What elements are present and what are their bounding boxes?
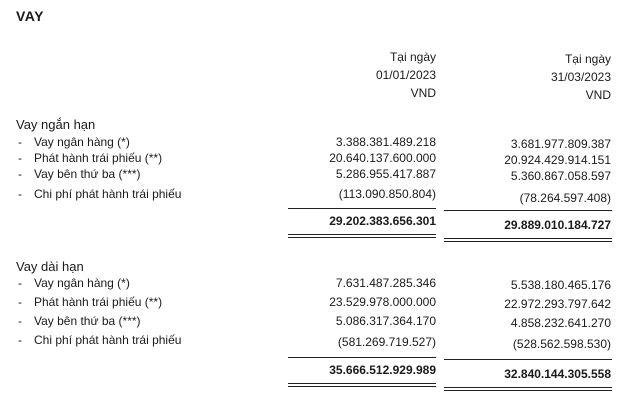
column-header-currency: VND [585, 88, 611, 102]
total-value-closing: 29.889.010.184.727 [504, 218, 611, 232]
row-label: - Vay bên thứ ba (***) [18, 167, 141, 181]
row-label: - Vay bên thứ ba (***) [18, 314, 141, 328]
column-header-date: 01/01/2023 [375, 68, 436, 82]
row-value-closing: 4.858.232.641.270 [510, 316, 611, 330]
total-double-rule [444, 241, 612, 242]
total-double-rule [444, 238, 612, 239]
column-header-date: 31/03/2023 [550, 70, 611, 84]
total-value-closing: 32.840.144.305.558 [504, 367, 611, 381]
row-value-closing: 20.924.429.914.151 [504, 153, 611, 167]
total-double-rule [288, 237, 436, 238]
total-double-rule [444, 390, 612, 391]
row-value-opening: 23.529.978.000.000 [329, 295, 436, 309]
column-header-label: Tại ngày [564, 52, 611, 66]
column-header-label: Tại ngày [389, 50, 436, 64]
row-value-opening: 5.286.955.417.887 [335, 167, 436, 181]
row-label: - Phát hành trái phiếu (**) [18, 295, 163, 309]
row-value-opening: 5.086.317.364.170 [335, 314, 436, 328]
section-heading-short-term: Vay ngắn hạn [16, 117, 96, 132]
total-double-rule [288, 386, 436, 387]
row-label: - Phát hành trái phiếu (**) [18, 151, 163, 165]
subtotal-rule [444, 210, 612, 211]
row-label: - Vay ngân hàng (*) [18, 276, 130, 290]
subtotal-rule [288, 357, 436, 358]
column-header-currency: VND [410, 86, 436, 100]
row-value-closing: 5.360.867.058.597 [510, 169, 611, 183]
column-header-closing [551, 50, 611, 104]
row-value-opening: 20.640.137.600.000 [329, 151, 436, 165]
row-label: - Chi phí phát hành trái phiếu [18, 187, 182, 201]
row-value-opening: 3.388.381.489.218 [335, 135, 436, 149]
row-value-closing: (78.264.597.408) [519, 191, 611, 205]
row-value-closing: (528.562.598.530) [512, 337, 611, 351]
section-heading-long-term: Vay dài hạn [16, 259, 84, 274]
row-value-closing: 22.972.293.797.642 [504, 297, 611, 311]
total-double-rule [288, 234, 436, 235]
total-value-opening: 35.666.512.929.989 [329, 363, 436, 377]
row-value-closing: 3.681.977.809.387 [510, 137, 611, 151]
subtotal-rule [444, 359, 612, 360]
row-value-opening: (113.090.850.804) [338, 187, 436, 201]
row-value-opening: (581.269.719.527) [337, 335, 436, 349]
total-double-rule [288, 383, 436, 384]
row-value-closing: 5.538.180.465.176 [510, 278, 611, 292]
page-title: VAY [16, 8, 44, 24]
row-label: - Vay ngân hàng (*) [18, 135, 130, 149]
subtotal-rule [288, 208, 436, 209]
total-double-rule [444, 387, 612, 388]
row-value-opening: 7.631.487.285.346 [335, 276, 436, 290]
column-header-opening [376, 48, 436, 102]
total-value-opening: 29.202.383.656.301 [329, 214, 436, 228]
row-label: - Chi phí phát hành trái phiếu [18, 333, 182, 347]
